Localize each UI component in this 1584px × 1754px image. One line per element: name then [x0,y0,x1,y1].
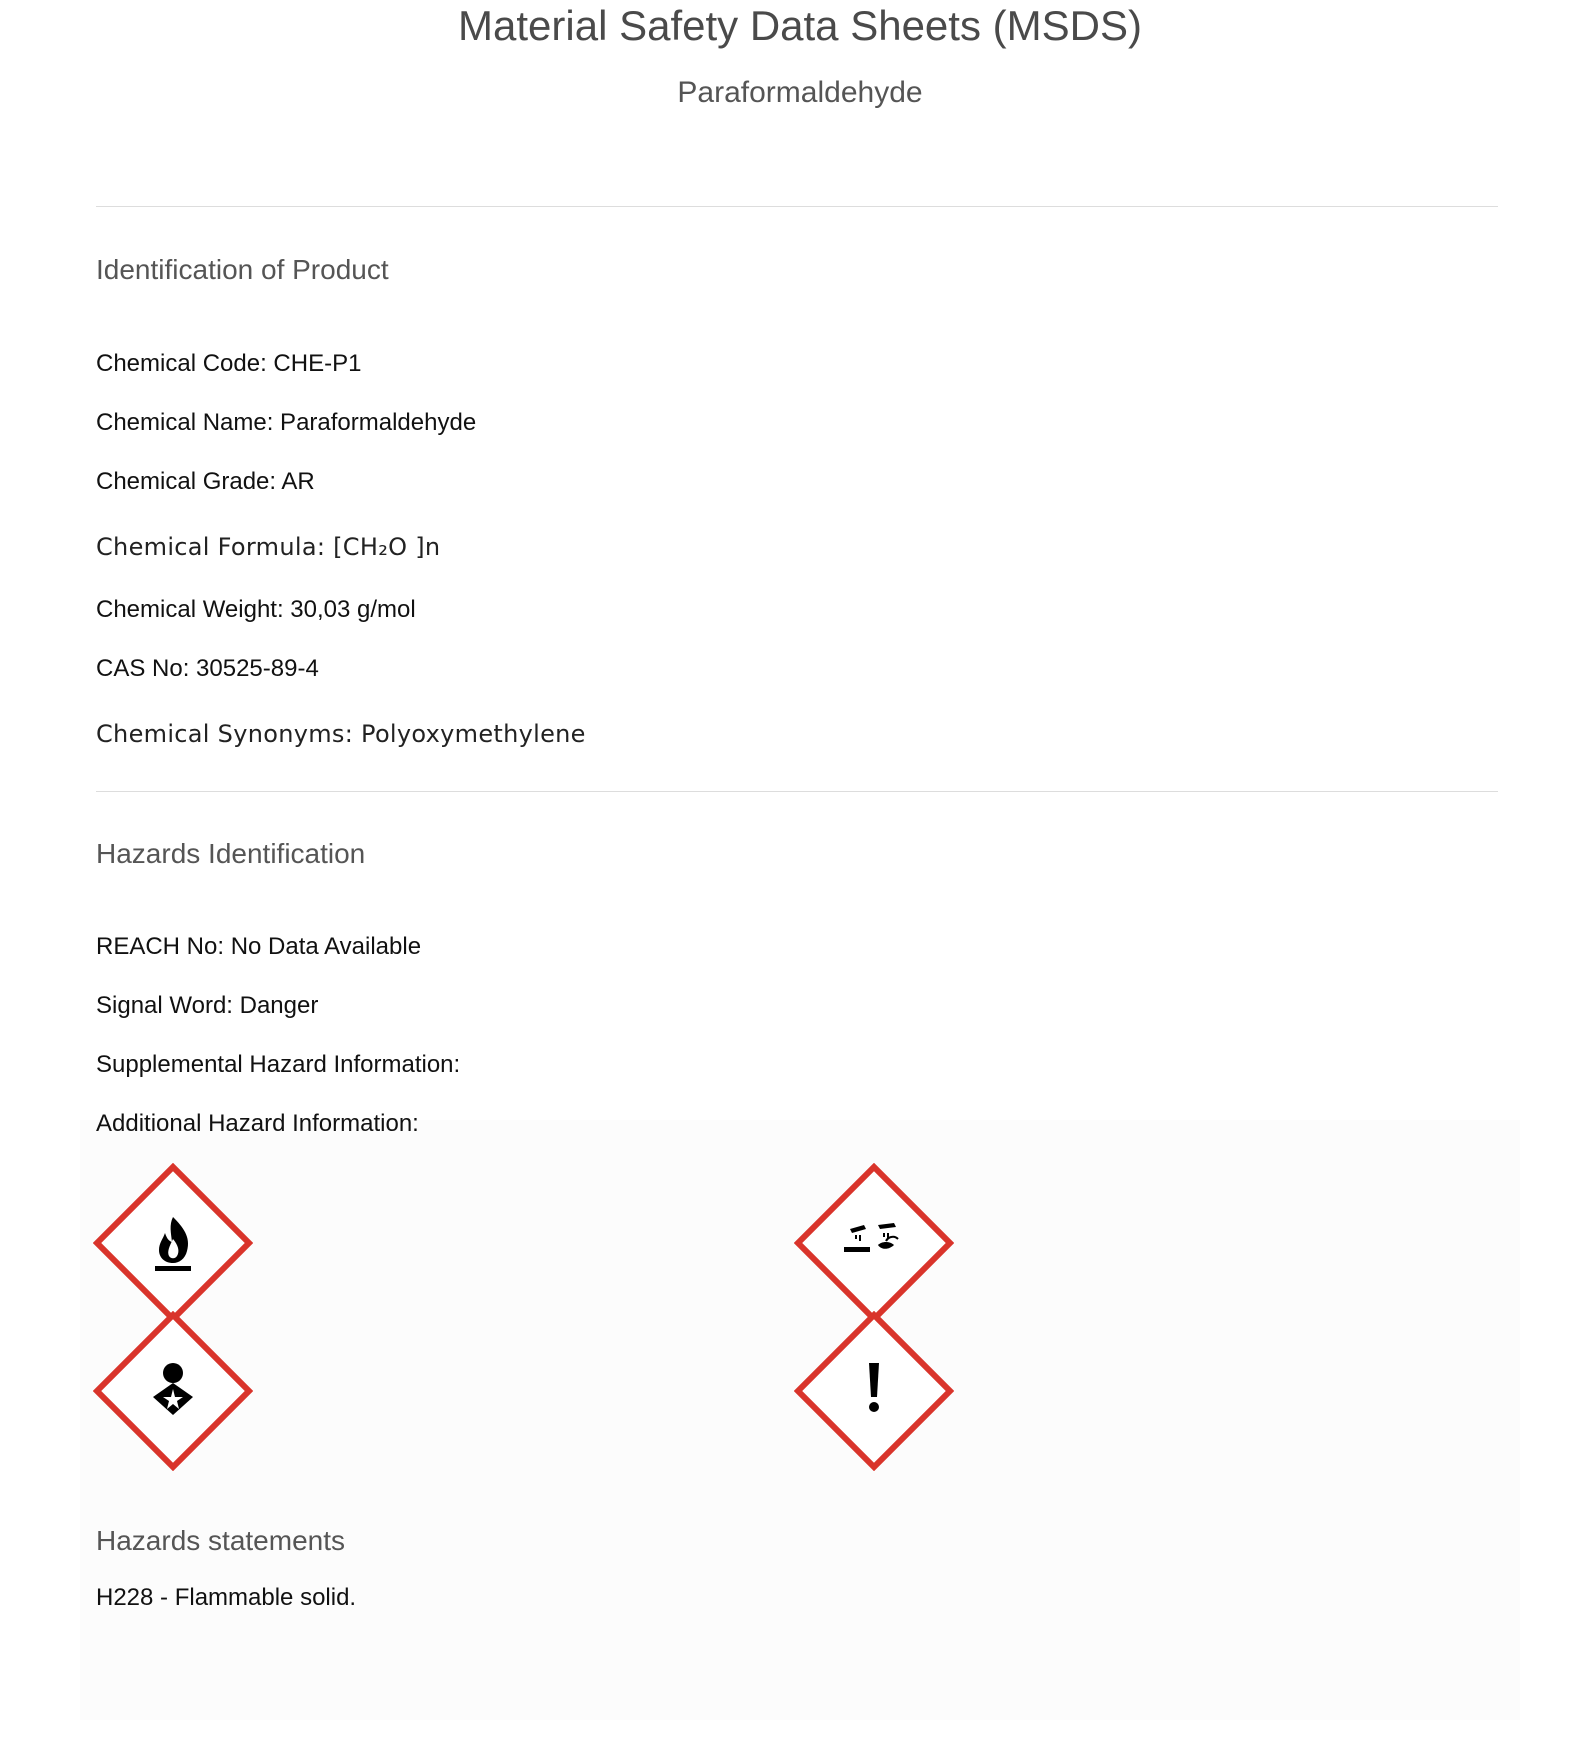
exclamation-icon [794,1311,954,1471]
field-additional-hazard: Additional Hazard Information: [96,1110,419,1137]
field-chemical-name: Chemical Name: Paraformaldehyde [96,409,477,436]
section-heading-hazards: Hazards Identification [96,838,366,869]
field-reach-no: REACH No: No Data Available [96,933,422,960]
field-chemical-formula: Chemical Formula: [CH₂O ]n [96,533,441,561]
field-chemical-synonyms: Chemical Synonyms: Polyoxymethylene [96,720,586,748]
page-subtitle: Paraformaldehyde [677,76,923,109]
section-heading-identification: Identification of Product [96,254,389,285]
section-heading-statements: Hazards statements [96,1525,345,1556]
field-cas-no: CAS No: 30525-89-4 [96,655,319,682]
field-signal-word: Signal Word: Danger [96,992,319,1019]
field-chemical-grade: Chemical Grade: AR [96,468,315,495]
hazard-statement: H228 - Flammable solid. [96,1584,357,1611]
field-supplemental-hazard: Supplemental Hazard Information: [96,1051,461,1078]
divider [96,206,1498,207]
flame-icon [93,1163,253,1323]
corrosion-icon [794,1163,954,1323]
field-chemical-code: Chemical Code: CHE-P1 [96,350,362,377]
field-chemical-weight: Chemical Weight: 30,03 g/mol [96,596,416,623]
health-hazard-icon [93,1311,253,1471]
divider [96,791,1498,792]
page-title: Material Safety Data Sheets (MSDS) [458,2,1142,49]
